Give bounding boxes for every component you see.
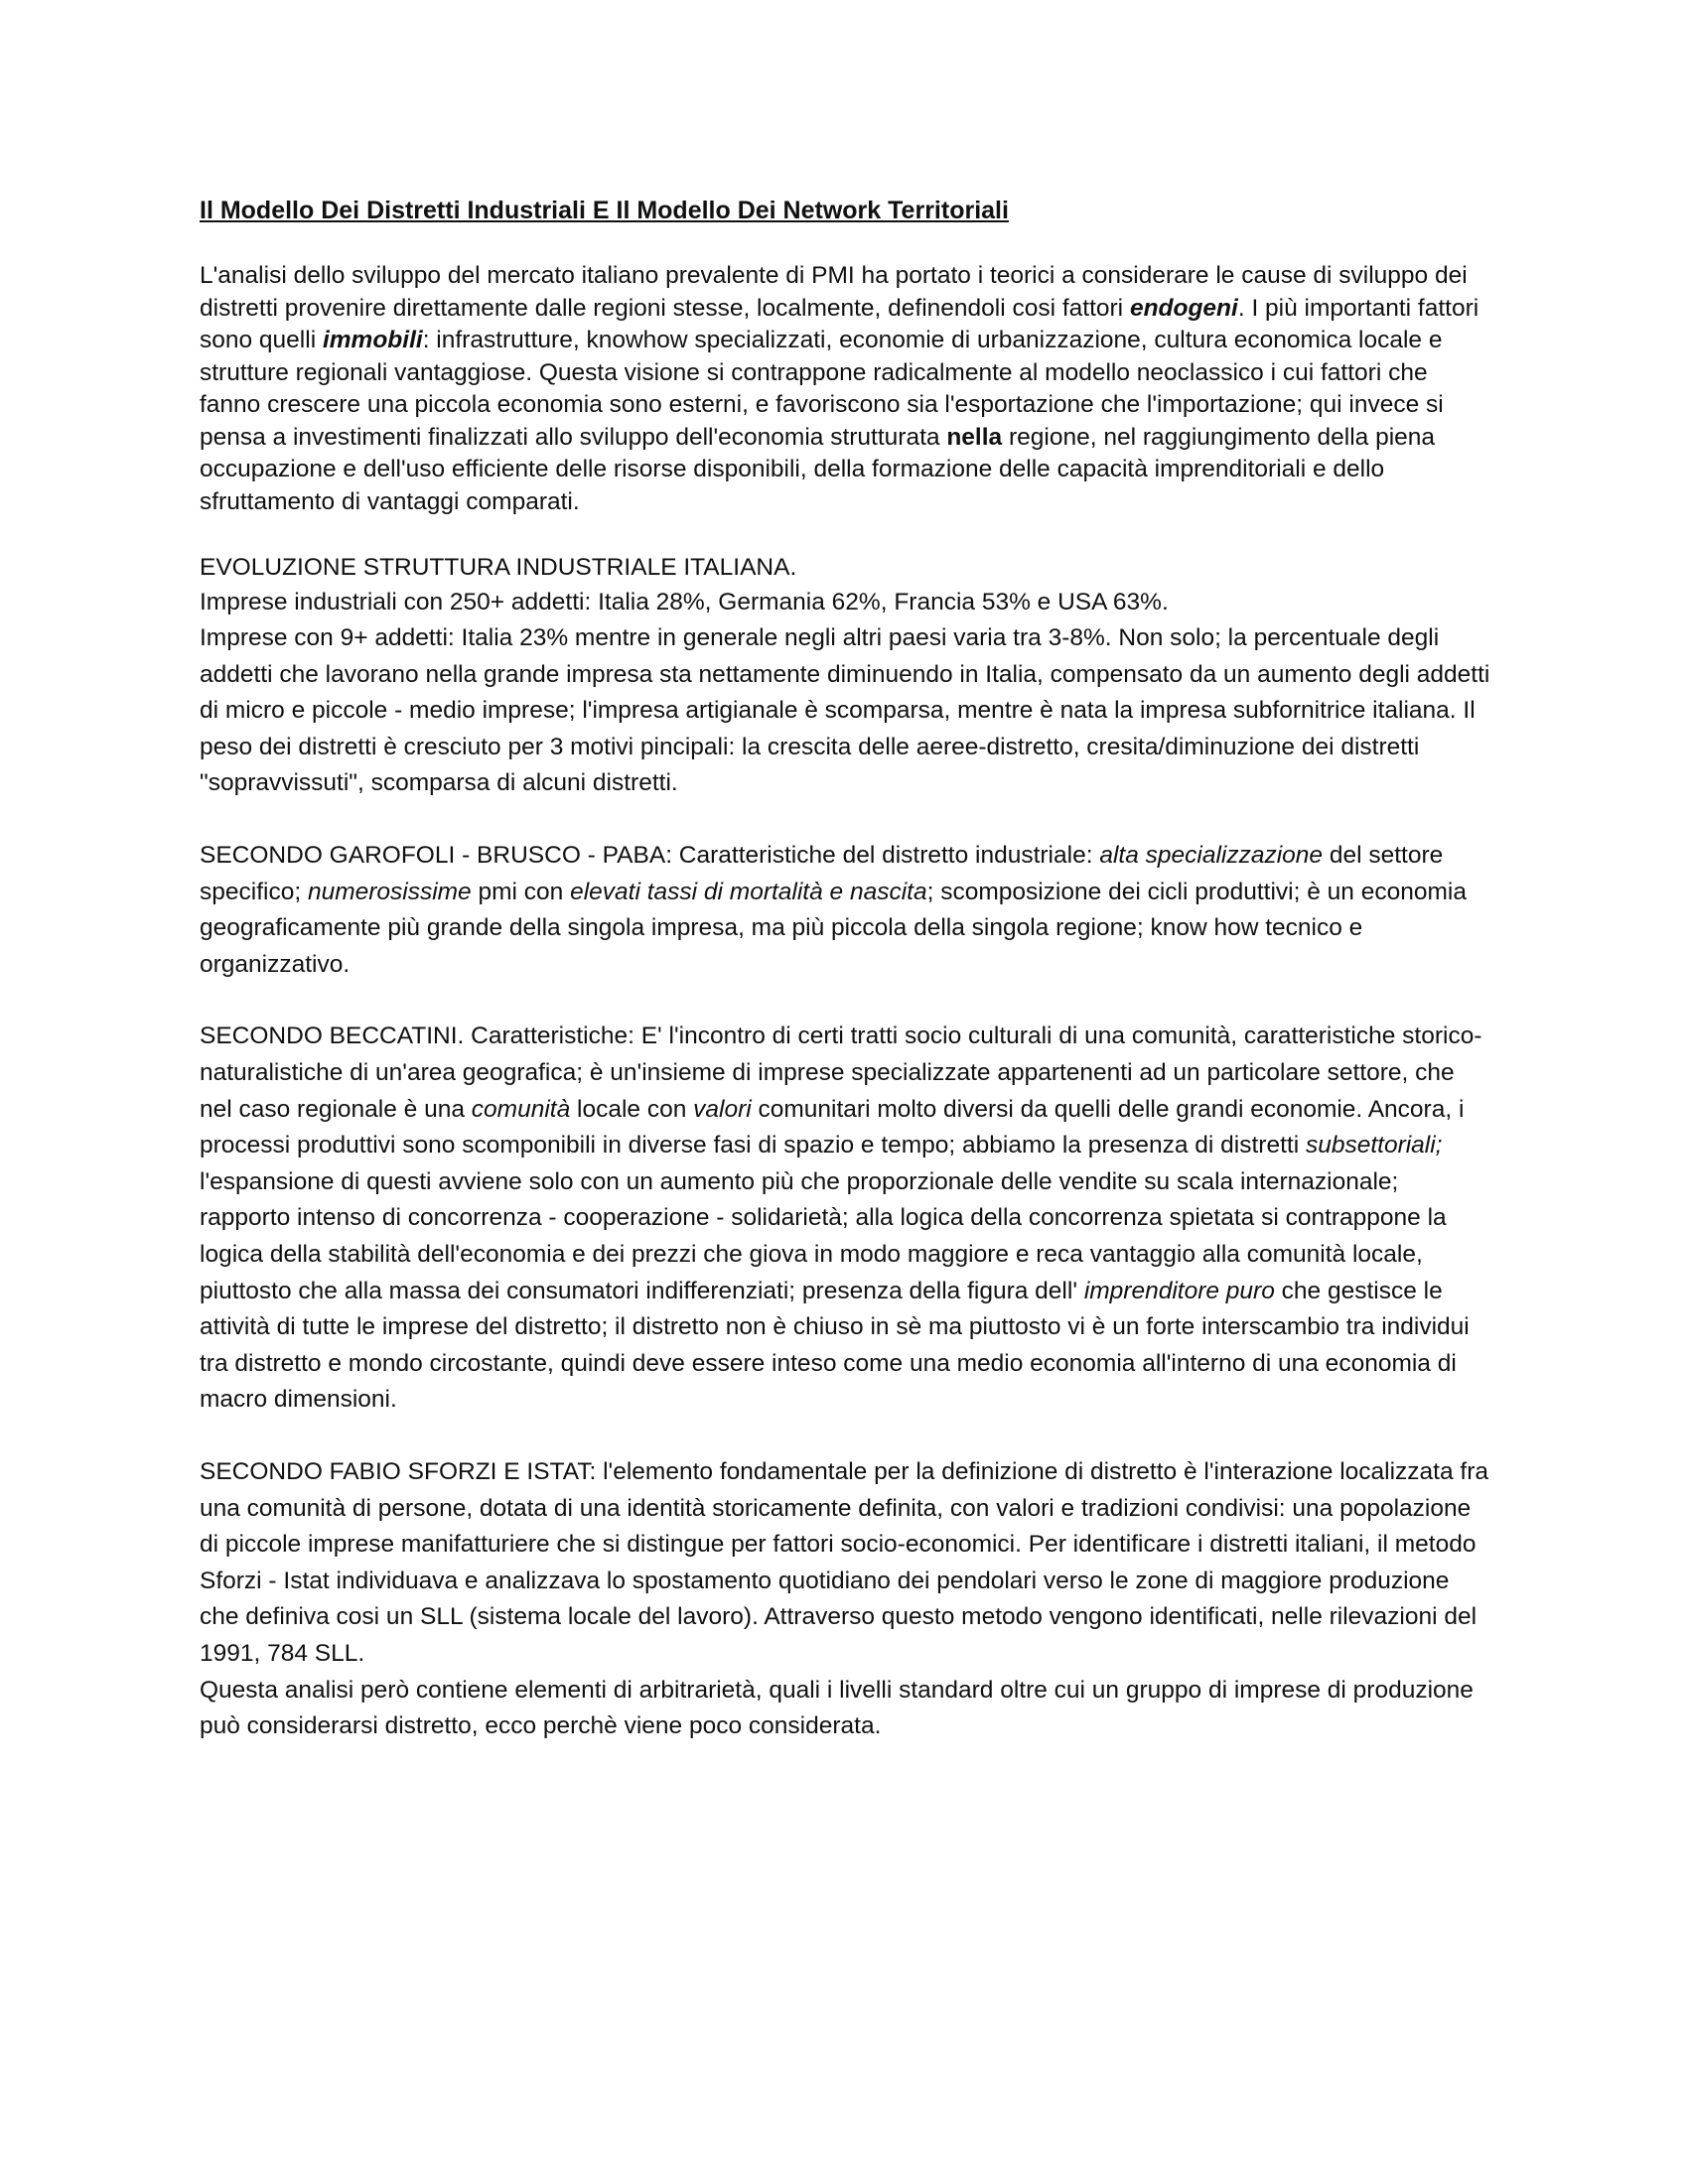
text-run: l'espansione di questi avviene solo con un aumento più che proporzionale delle vendite su scala internazionale; rapporto intenso di concorrenza - cooperazione - solidarietà; alla logica della concorrenza spietata si contrappone la logica della stabilità dell'economia e dei prezzi che giova in modo maggiore e reca vantaggio alla comunità locale, piuttosto che alla massa dei consumatori indifferenziati; presenza della figura dell' [200, 1167, 1447, 1304]
text-run: L'analisi dello sviluppo del mercato italiano prevalente di PMI ha portato i teorici a considerare le cause di sviluppo dei distretti provenire direttamente dalle regioni stesse, localmente, definendoli cosi fattori [200, 262, 1468, 322]
document-page [200, 195, 1490, 1745]
text-run: SECONDO FABIO SFORZI E ISTAT: l'elemento fondamentale per la definizione di distretto è l'interazione localizzata fra una comunità di persone, dotata di una identità storicamente definita, con valori e tradizioni condivisi: una popolazione di piccole imprese manifatturiere che si distingue per fattori socio-economici. Per identificare i distretti italiani, il metodo Sforzi - Istat individuava e analizzava lo spostamento quotidiano dei pendolari verso le zone di maggiore produzione che definiva cosi un SLL (sistema locale del lavoro). Attraverso questo metodo vengono identificati, nelle rilevazioni del 1991, 784 SLL. [200, 1457, 1488, 1667]
paragraph-intro [200, 260, 1490, 518]
paragraph-beccatini [200, 1019, 1490, 1419]
text-run: regione, nel raggiungimento della piena occupazione e dell'uso efficiente delle risorse disponibili, della formazione delle capacità imprenditoriali e dello sfruttamento di vantaggi comparati. [200, 423, 1436, 515]
text-run: SECONDO GAROFOLI - BRUSCO - PABA: Caratteristiche del distretto industriale: [200, 842, 1100, 870]
italic-term: numerosissime [307, 878, 472, 905]
paragraph-sforzi [200, 1454, 1490, 1673]
bold-term: nella [946, 423, 1003, 451]
paragraph-garofoli [200, 838, 1490, 983]
italic-term: subsettoriali; [1305, 1132, 1443, 1160]
paragraph-evoluzione [200, 585, 1490, 803]
text-run: pmi con [471, 878, 571, 905]
text-run: del settore specifico; [200, 842, 1444, 905]
paragraph-section-heading [200, 552, 1490, 585]
italic-term: alta specializzazione [1099, 842, 1324, 870]
italic-term: valori [693, 1095, 752, 1123]
italic-term: comunità [471, 1095, 571, 1123]
paragraph-conclusione [200, 1673, 1490, 1745]
text-run: locale con [570, 1095, 694, 1123]
bold-italic-term: endogeni [1129, 294, 1238, 322]
document-body [200, 260, 1490, 1745]
text-run: ; scomposizione dei cicli produttivi; è un economia geograficamente più grande della singola impresa, ma più piccola della singola regione; know how tecnico e organizzativo. [200, 878, 1467, 978]
text-run: SECONDO BECCATINI. Caratteristiche: E' l'incontro di certi tratti socio culturali di una comunità, caratteristiche storico-naturalistiche di un'area geografica; è un'insieme di imprese specializzate appartenenti ad un particolare settore, che nel caso regionale è una [200, 1023, 1482, 1123]
text-run: : infrastrutture, knowhow specializzati, economie di urbanizzazione, cultura economica locale e strutture regionali vantaggiose. Questa visione si contrappone radicalmente al modello neoclassico i cui fattori che fanno crescere una piccola economia sono esterni, e favoriscono sia l'esportazione che l'importazione; qui invece si pensa a investimenti finalizzati allo sviluppo dell'economia strutturata [200, 327, 1444, 451]
bold-italic-term: immobili [322, 327, 423, 353]
text-run: Imprese industriali con 250+ addetti: Italia 28%, Germania 62%, Francia 53% e USA 63%. [200, 588, 1169, 615]
text-run: EVOLUZIONE STRUTTURA INDUSTRIALE ITALIANA. [200, 554, 797, 581]
text-run: Questa analisi però contiene elementi di arbitrarietà, quali i livelli standard oltre cui un gruppo di imprese di produzione può considerarsi distretto, ecco perchè viene poco considerata. [200, 1676, 1474, 1740]
italic-term: imprenditore puro [1083, 1277, 1275, 1304]
text-run: che gestisce le attività di tutte le imprese del distretto; il distretto non è chiuso in sè ma piuttosto vi è un forte interscambio tra individui tra distretto e mondo circostante, quindi deve essere inteso come una medio economia all'interno di una economia di macro dimensioni. [200, 1277, 1470, 1414]
document-title: Il Modello Dei Distretti Industriali E Il Modello Dei Network Territoriali [200, 197, 1009, 224]
text-run: Imprese con 9+ addetti: Italia 23% mentre in generale negli altri paesi varia tra 3-8%. Non solo; la percentuale degli addetti che lavorano nella grande impresa sta nettamente diminuendo in Italia, compensato da un aumento degli addetti di micro e piccole - medio imprese; l'impresa artigianale è scomparsa, mentre è nata la impresa subfornitrice italiana. Il peso dei distretti è cresciuto per 3 motivi pincipali: la crescita delle aeree-distretto, cresita/diminuzione dei distretti "sopravvissuti", scomparsa di alcuni distretti. [200, 624, 1490, 797]
italic-term: elevati tassi di mortalità e nascita [570, 878, 927, 905]
text-run: . I più importanti fattori sono quelli [200, 294, 1479, 353]
text-run: comunitari molto diversi da quelli delle grandi economie. Ancora, i processi produttivi sono scomponibili in diverse fasi di spazio e tempo; abbiamo la presenza di distretti [200, 1095, 1465, 1160]
